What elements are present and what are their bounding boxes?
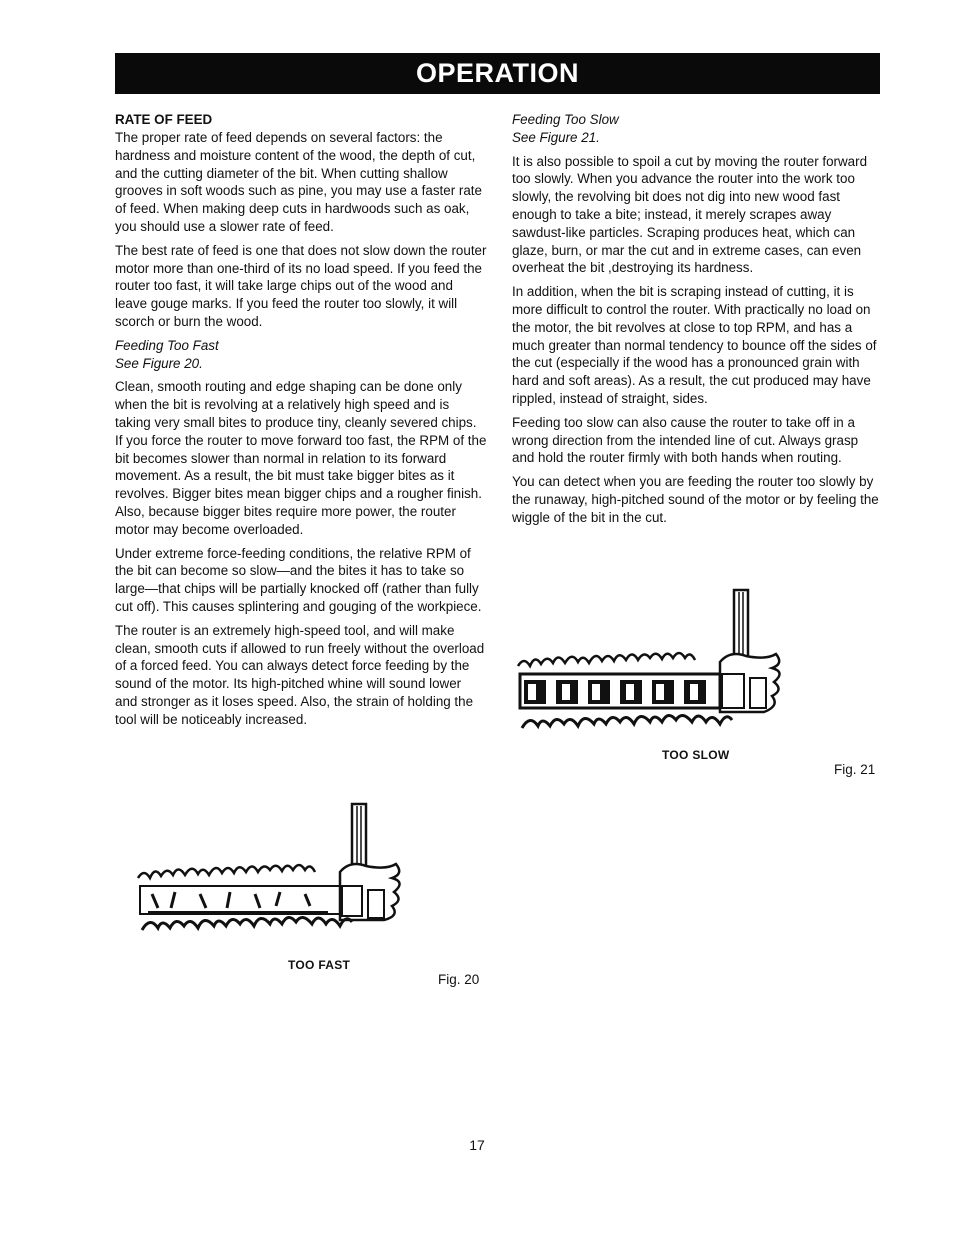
router-bit-too-slow-illustration: [512, 588, 812, 738]
section-header-banner: [115, 53, 880, 94]
paragraph: You can detect when you are feeding the router too slowly by the runaway, high-pitched sound of the motor or by feeling the wiggle of the bit in the cut.: [512, 474, 879, 525]
paragraph: Under extreme force-feeding conditions, the relative RPM of the bit can become so slow—and the bites it has to take so large—that chips will be partially knocked off (rather than fully cut off). This causes splintering and gouging of the workpiece.: [115, 545, 482, 614]
figure-too-slow: [512, 588, 882, 788]
paragraph: It is also possible to spoil a cut by moving the router forward too slowly. When you advance the router into the work too slowly, the revolving bit does not dig into new wood fast enough to take a bite; instead, it merely scrapes away sawdust-like particles. Scraping produces heat, which can glaze, burn, or mar the cut and in extreme cases, can even overheat the bit ,destroying its hardness.: [512, 153, 868, 276]
feeding-too-slow-subheading: Feeding Too Slow: [512, 112, 619, 127]
paragraph: The router is an extremely high-speed tool, and will make clean, smooth cuts if allowed to run freely without the overload of a forced feed. You can always detect force feeding by the sound of the motor. Its high-pitched whine will sound lower and stronger as it loses speed. Also, the strain of holding the tool will be noticeably increased.: [115, 622, 485, 727]
paragraph: The proper rate of feed depends on several factors: the hardness and moisture content of the wood, the depth of cut, and the cutting diameter of the bit. When cutting shallow grooves in soft woods such as pine, you may use a faster rate of feed. When making deep cuts in hardwoods such as oak, you should use a slower rate of feed.: [115, 130, 482, 234]
figure-20-caption: TOO FAST: [288, 958, 351, 972]
page-number: 17: [469, 1137, 485, 1153]
section-title: OPERATION: [415, 58, 579, 88]
figure-21-number: Fig. 21: [834, 762, 876, 777]
router-bit-too-fast-illustration: [130, 800, 430, 960]
feeding-too-fast-subheading: Feeding Too Fast: [115, 337, 219, 353]
paragraph: Clean, smooth routing and edge shaping can be done only when the bit is revolving at a relatively high speed and is taking very small bites to produce tiny, cleanly severed chips. If you force the router to move forward too fast, the RPM of the bit becomes slower than normal in relation to its forward movement. As a result, the bit must take bigger bites as it revolves. Bigger bites mean bigger chips and a rougher finish. Also, because bigger bites require more power, the router motor may become overloaded.: [115, 379, 487, 537]
paragraph: In addition, when the bit is scraping instead of cutting, it is more difficult to control the router. With practically no load on the motor, the bit revolves at close to top RPM, and has a much greater than normal tendency to bounce off the sides of the cut (especially if the wood has a pronounced grain with hard and soft areas). As a result, the cut produced may have rippled, instead of straight, sides.: [512, 284, 877, 406]
right-column: [512, 111, 880, 533]
paragraph: The best rate of feed is one that does not slow down the router motor more than one-third of its no load speed. If you feed the router too fast, it will take large chips out of the wood and leave gouge marks. If you feed the router too slowly, it will scorch or burn the wood.: [115, 242, 487, 329]
paragraph: Feeding too slow can also cause the router to take off in a wrong direction from the intended line of cut. Always grasp and hold the router firmly with both hands when routing.: [512, 414, 859, 466]
left-column: [115, 111, 487, 735]
figure-21-caption: TOO SLOW: [662, 748, 730, 762]
figure-too-fast: [130, 800, 490, 1000]
figure-reference: See Figure 21.: [512, 129, 600, 145]
figure-20-number: Fig. 20: [438, 972, 480, 987]
figure-reference: See Figure 20.: [115, 355, 203, 371]
rate-of-feed-heading: RATE OF FEED: [115, 112, 213, 127]
